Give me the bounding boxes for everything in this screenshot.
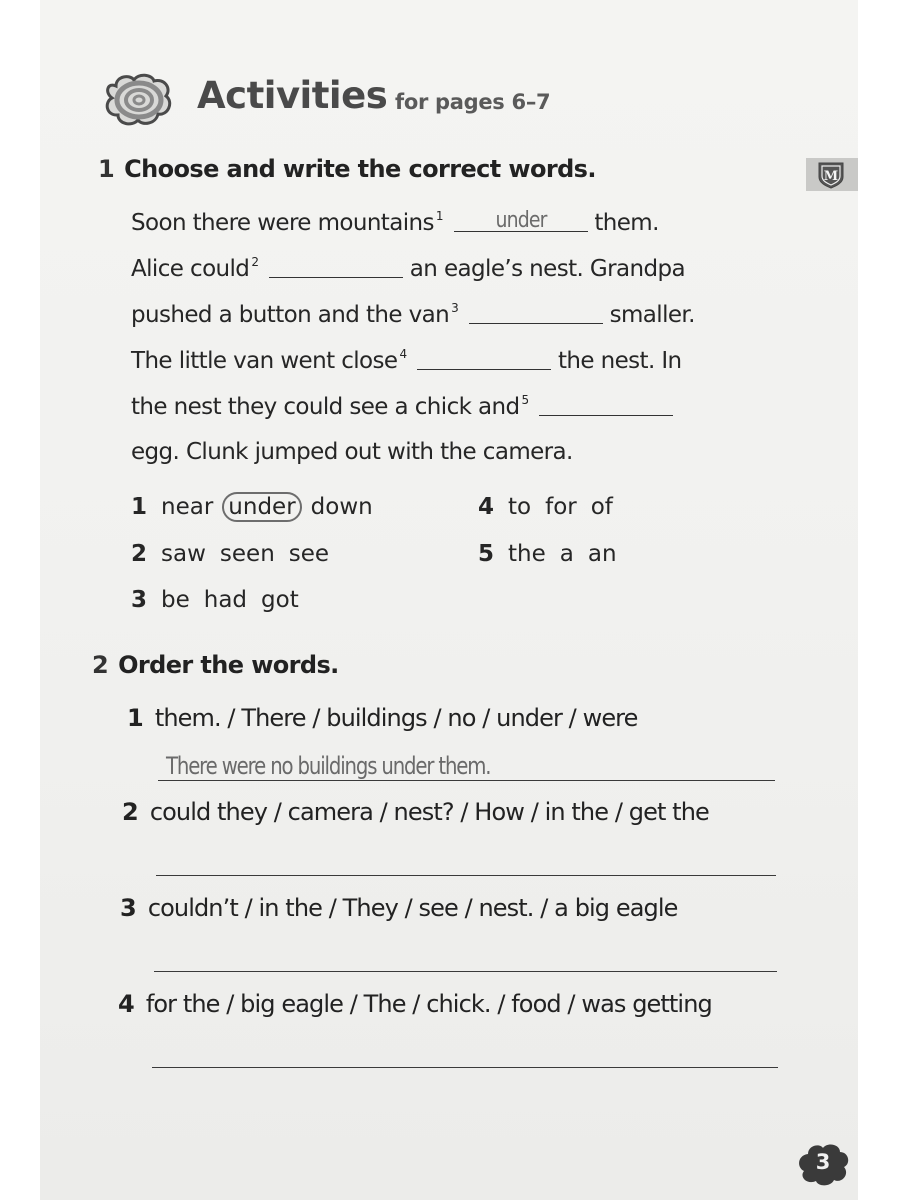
passage-line-2 [131, 255, 685, 282]
exercise-instruction: Order the words. [118, 651, 339, 679]
gap-number: 4 [399, 347, 407, 361]
option-word[interactable]: seen [219, 541, 275, 567]
option-word[interactable]: near [161, 494, 214, 520]
item-prompt: could they / camera / nest? / How / in the / get the [149, 798, 709, 826]
option-number: 5 [478, 541, 495, 567]
passage-text: the nest they could see a chick and [131, 394, 520, 420]
passage-line-5 [131, 393, 673, 420]
item-number: 3 [120, 894, 136, 922]
passage-text: the nest. In [557, 348, 682, 374]
option-number: 1 [131, 494, 148, 520]
option-word[interactable]: saw [161, 541, 206, 567]
swirl-cloud-icon [102, 72, 176, 128]
passage-text: pushed a button and the van [131, 302, 450, 328]
exercise-1-heading [98, 155, 596, 183]
option-row-2 [131, 541, 343, 567]
option-row-4 [478, 494, 627, 520]
order-item-1 [127, 704, 638, 732]
option-word[interactable]: for [545, 494, 577, 520]
answer-line-1[interactable] [158, 780, 775, 781]
answer-line-3[interactable] [154, 971, 777, 972]
shield-m-icon [816, 161, 846, 189]
passage-text: The little van went close [131, 348, 398, 374]
gap-number: 2 [251, 255, 259, 269]
option-word[interactable]: a [559, 541, 574, 567]
page-subtitle: for pages 6–7 [395, 90, 551, 114]
exercise-instruction: Choose and write the correct words. [124, 155, 596, 183]
passage-text: egg. Clunk jumped out with the camera. [131, 439, 573, 465]
passage-line-6 [131, 439, 573, 465]
order-item-3 [120, 894, 678, 922]
option-number: 3 [131, 587, 148, 613]
gap-number: 5 [521, 393, 529, 407]
svg-text:M: M [823, 169, 839, 184]
gap-5-field[interactable] [539, 393, 673, 416]
option-row-5 [478, 541, 631, 567]
passage-line-3 [131, 301, 695, 328]
option-word[interactable]: of [590, 494, 613, 520]
passage-text: smaller. [609, 302, 695, 328]
option-row-1 [131, 494, 387, 520]
option-word[interactable]: got [261, 587, 299, 613]
passage-line-1 [131, 209, 659, 236]
option-number: 4 [478, 494, 495, 520]
passage-text: Soon there were mountains [131, 210, 434, 236]
passage-text: an eagle’s nest. Grandpa [409, 256, 685, 282]
answer-line-4[interactable] [152, 1067, 778, 1068]
passage-line-4 [131, 347, 682, 374]
option-word[interactable]: an [587, 541, 617, 567]
order-item-2 [122, 798, 709, 826]
option-word[interactable]: had [203, 587, 248, 613]
page-number: 3 [815, 1150, 831, 1174]
page-title: Activities [197, 74, 388, 117]
exercise-number: 2 [92, 651, 109, 679]
item-number: 4 [118, 990, 134, 1018]
gap-2-field[interactable] [269, 255, 403, 278]
item-number: 2 [122, 798, 138, 826]
exercise-number: 1 [98, 155, 115, 183]
option-word[interactable]: be [161, 587, 190, 613]
item-prompt: couldn’t / in the / They / see / nest. / a big eagle [147, 894, 678, 922]
item-prompt: them. / There / buildings / no / under / were [154, 704, 638, 732]
option-word[interactable]: see [288, 541, 330, 567]
option-word-circled[interactable]: under [222, 492, 301, 522]
gap-3-field[interactable] [469, 301, 603, 324]
option-number: 2 [131, 541, 148, 567]
option-word[interactable]: to [508, 494, 532, 520]
handwritten-answer: There were no buildings under them. [166, 752, 491, 780]
gap-number: 1 [435, 209, 443, 223]
option-row-3 [131, 587, 313, 613]
item-number: 1 [127, 704, 143, 732]
option-word[interactable]: the [508, 541, 546, 567]
gap-1-field[interactable] [454, 209, 588, 232]
page-number-badge [796, 1142, 850, 1186]
exercise-2-heading [92, 651, 339, 679]
answer-line-2[interactable] [156, 875, 776, 876]
side-tab-badge [806, 158, 858, 191]
handwritten-answer: under [495, 208, 547, 233]
gap-number: 3 [451, 301, 459, 315]
option-word[interactable]: down [310, 494, 373, 520]
passage-text: Alice could [131, 256, 250, 282]
order-item-4 [118, 990, 712, 1018]
item-prompt: for the / big eagle / The / chick. / food / was getting [145, 990, 712, 1018]
passage-text: them. [594, 210, 659, 236]
gap-4-field[interactable] [417, 347, 551, 370]
